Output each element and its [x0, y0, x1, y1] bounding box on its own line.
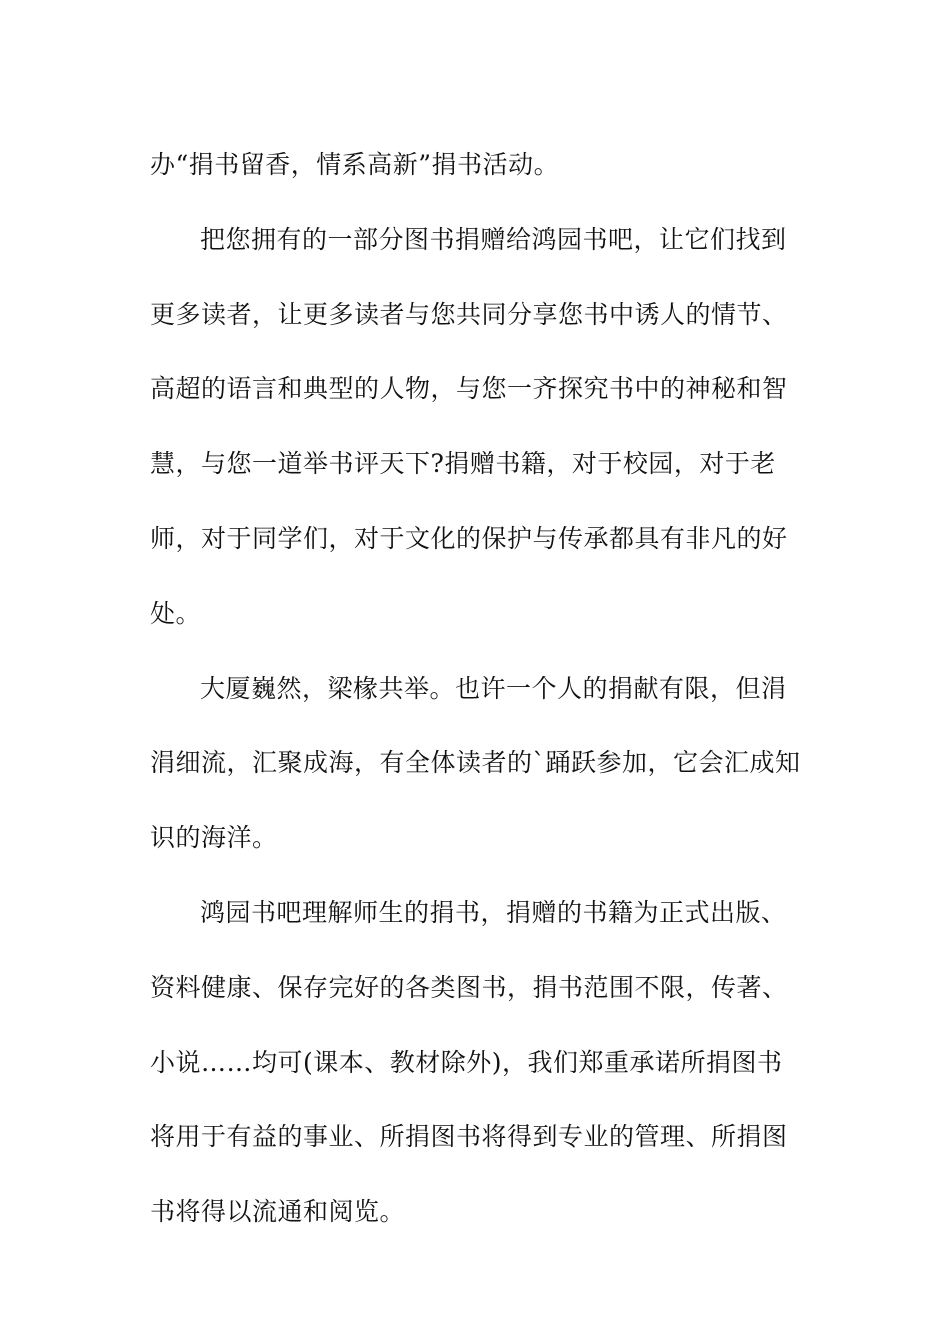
text-line: 涓细流，汇聚成海，有全体读者的`踊跃参加，它会汇成知 [150, 748, 801, 778]
paragraph-first-line: 把您拥有的一部分图书捐赠给鸿园书吧，让它们找到 [200, 224, 787, 254]
text-line: 高超的语言和典型的人物，与您一齐探究书中的神秘和智 [150, 374, 788, 404]
text-line: 小说……均可(课本、教材除外)，我们郑重承诺所捐图书 [150, 1047, 783, 1077]
paragraph-first-line: 大厦巍然，梁椽共举。也许一个人的捐献有限，但涓 [200, 673, 787, 703]
text-line: 更多读者，让更多读者与您共同分享您书中诱人的情节、 [150, 299, 788, 329]
text-line: 资料健康、保存完好的各类图书，捐书范围不限，传著、 [150, 972, 788, 1002]
text-line: 书将得以流通和阅览。 [150, 1197, 406, 1227]
text-line: 处。 [150, 598, 202, 628]
text-line: 慧，与您一道举书评天下?捐赠书籍，对于校园，对于老 [150, 449, 776, 479]
text-line: 将用于有益的事业、所捐图书将得到专业的管理、所捐图 [150, 1122, 788, 1152]
body-text [150, 128, 810, 1250]
text-line: 师，对于同学们，对于文化的保护与传承都具有非凡的好 [150, 523, 788, 553]
paragraph-first-line: 鸿园书吧理解师生的捐书，捐赠的书籍为正式出版、 [200, 897, 787, 927]
text-line: 识的海洋。 [150, 823, 278, 853]
text-line: 办“捐书留香，情系高新”捐书活动。 [150, 150, 560, 179]
